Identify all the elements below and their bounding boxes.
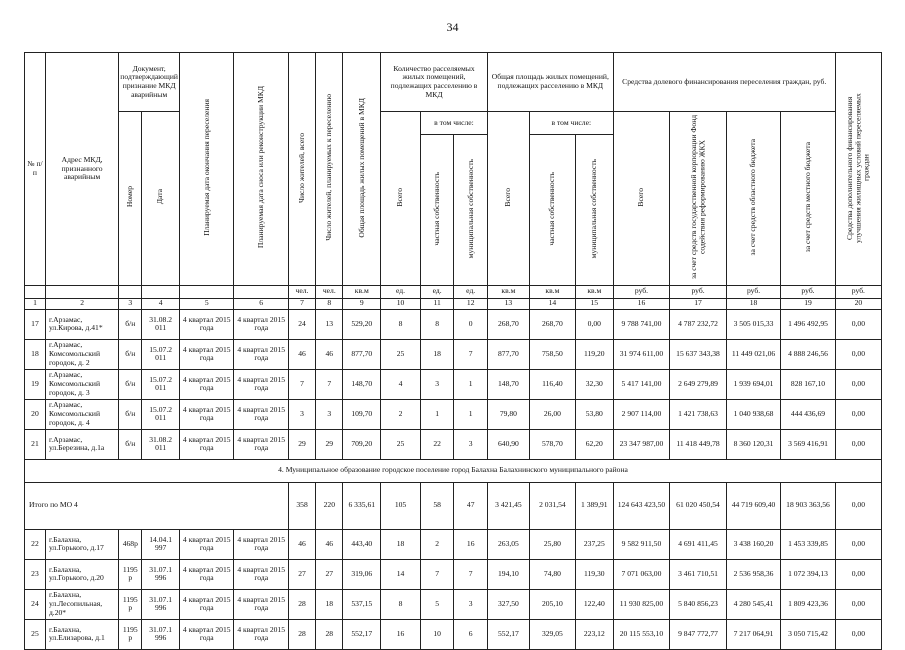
cell-c19: 444 436,69 <box>781 399 835 429</box>
cell-c9: 148,70 <box>343 369 381 399</box>
cell-c15: 53,80 <box>575 399 613 429</box>
cell-c16: 23 347 987,00 <box>613 429 670 459</box>
cell-c13: 148,70 <box>487 369 529 399</box>
total-cell-c10: 105 <box>381 482 421 529</box>
cell-c17: 11 418 449,78 <box>670 429 727 459</box>
cell-c19: 1 496 492,95 <box>781 309 835 339</box>
cell-c9: 537,15 <box>343 589 381 619</box>
cell-c9: 709,20 <box>343 429 381 459</box>
cell-c20: 0,00 <box>835 429 881 459</box>
column-number-cell: 6 <box>234 298 288 309</box>
hdr-area-total: Всего <box>487 112 529 286</box>
cell-addr: г.Арзамас, Комсомольский городок, д. 4 <box>45 399 118 429</box>
cell-n: 19 <box>25 369 46 399</box>
cell-c19: 1 072 394,13 <box>781 559 835 589</box>
cell-c19: 4 888 246,56 <box>781 339 835 369</box>
cell-end: 4 квартал 2015 года <box>180 619 234 649</box>
cell-c9: 877,70 <box>343 339 381 369</box>
cell-addr: г.Балахна, ул.Елизарова, д.1 <box>45 619 118 649</box>
unit-cell: чел. <box>316 285 343 298</box>
total-cell-c7: 358 <box>288 482 315 529</box>
cell-c19: 3 050 715,42 <box>781 619 835 649</box>
hdr-fund-local: за счет средств местного бюджета <box>781 112 835 286</box>
hdr-count-total: Всего <box>381 112 421 286</box>
cell-c8: 27 <box>316 559 343 589</box>
unit-cell: кв.м <box>487 285 529 298</box>
cell-c13: 327,50 <box>487 589 529 619</box>
cell-demo: 4 квартал 2015 года <box>234 529 288 559</box>
cell-addr: г.Арзамас, ул.Кирова, д.41* <box>45 309 118 339</box>
hdr-count-municipal: муниципальная собственность <box>454 135 488 285</box>
cell-n: 23 <box>25 559 46 589</box>
cell-c12: 7 <box>454 559 488 589</box>
total-cell-c19: 18 903 363,56 <box>781 482 835 529</box>
cell-c16: 31 974 611,00 <box>613 339 670 369</box>
cell-c17: 9 847 772,77 <box>670 619 727 649</box>
cell-demo: 4 квартал 2015 года <box>234 399 288 429</box>
cell-c15: 0,00 <box>575 309 613 339</box>
column-number-cell: 8 <box>316 298 343 309</box>
unit-cell: руб. <box>670 285 727 298</box>
cell-num: б/н <box>119 339 142 369</box>
cell-addr: г.Балахна, ул.Горького, д.20 <box>45 559 118 589</box>
cell-date: 31.07.1 996 <box>142 559 180 589</box>
cell-c7: 46 <box>288 529 315 559</box>
hdr-count-group: Количество расселяемых жилых помещений, подлежащих расселению в МКД <box>381 53 488 112</box>
cell-c10: 16 <box>381 619 421 649</box>
cell-c19: 1 809 423,36 <box>781 589 835 619</box>
column-number-cell: 1 <box>25 298 46 309</box>
cell-c11: 3 <box>420 369 454 399</box>
column-number-cell: 19 <box>781 298 835 309</box>
cell-c13: 640,90 <box>487 429 529 459</box>
units-row <box>25 285 882 298</box>
cell-c15: 223,12 <box>575 619 613 649</box>
column-number-cell: 2 <box>45 298 118 309</box>
cell-c19: 1 453 339,85 <box>781 529 835 559</box>
total-cell-c16: 124 643 423,50 <box>613 482 670 529</box>
table-row <box>25 339 882 369</box>
unit-cell: кв.м <box>575 285 613 298</box>
cell-c20: 0,00 <box>835 559 881 589</box>
column-number-cell: 4 <box>142 298 180 309</box>
hdr-residents-planned: Число жителей, планируемых к переселению <box>316 53 343 286</box>
hdr-area-municipal: муниципальная собственность <box>575 135 613 285</box>
cell-c8: 7 <box>316 369 343 399</box>
cell-demo: 4 квартал 2015 года <box>234 559 288 589</box>
cell-c19: 3 569 416,91 <box>781 429 835 459</box>
total-cell-c18: 44 719 609,40 <box>726 482 780 529</box>
column-number-cell: 14 <box>529 298 575 309</box>
unit-cell: кв.м <box>529 285 575 298</box>
resettlement-table <box>24 52 882 650</box>
column-number-cell: 16 <box>613 298 670 309</box>
column-number-cell: 10 <box>381 298 421 309</box>
hdr-extra-funding: Средства дополнительного финансирования улучшения жилищных условий переселяемых граждан <box>835 53 881 286</box>
cell-c11: 5 <box>420 589 454 619</box>
unit-cell: руб. <box>613 285 670 298</box>
cell-c10: 2 <box>381 399 421 429</box>
cell-end: 4 квартал 2015 года <box>180 369 234 399</box>
cell-addr: г.Арзамас, Комсомольский городок, д. 2 <box>45 339 118 369</box>
cell-c16: 5 417 141,00 <box>613 369 670 399</box>
cell-c7: 28 <box>288 589 315 619</box>
hdr-planned-demolition: Планируемая дата сноса или реконструкции МКД <box>234 53 288 286</box>
total-cell-c17: 61 020 450,54 <box>670 482 727 529</box>
hdr-area-in-that: в том числе: <box>529 112 613 135</box>
cell-num: б/н <box>119 369 142 399</box>
cell-c18: 3 505 015,33 <box>726 309 780 339</box>
cell-c7: 24 <box>288 309 315 339</box>
cell-demo: 4 квартал 2015 года <box>234 619 288 649</box>
column-number-cell: 15 <box>575 298 613 309</box>
column-number-cell: 13 <box>487 298 529 309</box>
cell-num: 1195 р <box>119 559 142 589</box>
cell-num: 1195 р <box>119 619 142 649</box>
cell-c10: 4 <box>381 369 421 399</box>
cell-c13: 194,10 <box>487 559 529 589</box>
cell-c12: 16 <box>454 529 488 559</box>
cell-c12: 7 <box>454 339 488 369</box>
cell-end: 4 квартал 2015 года <box>180 529 234 559</box>
cell-c11: 1 <box>420 399 454 429</box>
hdr-fund-gk: за счет средств государственной корпорации Фонд содействия реформированию ЖКХ <box>670 112 727 286</box>
cell-c9: 552,17 <box>343 619 381 649</box>
cell-c18: 7 217 064,91 <box>726 619 780 649</box>
cell-date: 31.07.1 996 <box>142 619 180 649</box>
cell-c14: 116,40 <box>529 369 575 399</box>
cell-c15: 122,40 <box>575 589 613 619</box>
total-cell-c20: 0,00 <box>835 482 881 529</box>
cell-c16: 11 930 825,00 <box>613 589 670 619</box>
cell-c7: 28 <box>288 619 315 649</box>
cell-c10: 8 <box>381 589 421 619</box>
cell-c13: 552,17 <box>487 619 529 649</box>
cell-c12: 1 <box>454 399 488 429</box>
cell-c16: 9 788 741,00 <box>613 309 670 339</box>
cell-c20: 0,00 <box>835 369 881 399</box>
hdr-address: Адрес МКД, признанного аварийным <box>45 53 118 286</box>
cell-c8: 3 <box>316 399 343 429</box>
column-number-cell: 9 <box>343 298 381 309</box>
cell-c20: 0,00 <box>835 529 881 559</box>
cell-c17: 4 787 232,72 <box>670 309 727 339</box>
cell-c8: 18 <box>316 589 343 619</box>
hdr-total-area: Общая площадь жилых помещений в МКД <box>343 53 381 286</box>
column-number-cell: 12 <box>454 298 488 309</box>
cell-c16: 9 582 911,50 <box>613 529 670 559</box>
cell-c20: 0,00 <box>835 619 881 649</box>
hdr-residents-total: Число жителей, всего <box>288 53 315 286</box>
cell-c7: 3 <box>288 399 315 429</box>
cell-c14: 74,80 <box>529 559 575 589</box>
cell-c8: 46 <box>316 339 343 369</box>
cell-date: 14.04.1 997 <box>142 529 180 559</box>
section-row <box>25 459 882 482</box>
total-cell-c11: 58 <box>420 482 454 529</box>
cell-date: 15.07.2 011 <box>142 369 180 399</box>
cell-n: 20 <box>25 399 46 429</box>
cell-c9: 319,06 <box>343 559 381 589</box>
cell-c7: 29 <box>288 429 315 459</box>
table-row <box>25 589 882 619</box>
cell-c17: 2 649 279,89 <box>670 369 727 399</box>
table-body <box>25 309 882 649</box>
cell-c20: 0,00 <box>835 309 881 339</box>
table-header <box>25 53 882 310</box>
hdr-area-private: частная собственность <box>529 135 575 285</box>
cell-demo: 4 квартал 2015 года <box>234 429 288 459</box>
cell-c9: 529,20 <box>343 309 381 339</box>
cell-num: б/н <box>119 309 142 339</box>
cell-n: 24 <box>25 589 46 619</box>
cell-num: 1195 р <box>119 589 142 619</box>
cell-c7: 46 <box>288 339 315 369</box>
cell-c10: 25 <box>381 339 421 369</box>
cell-c10: 25 <box>381 429 421 459</box>
total-cell-c9: 6 335,61 <box>343 482 381 529</box>
cell-c10: 8 <box>381 309 421 339</box>
cell-c13: 263,05 <box>487 529 529 559</box>
cell-c18: 2 536 958,36 <box>726 559 780 589</box>
total-cell-c8: 220 <box>316 482 343 529</box>
cell-c11: 18 <box>420 339 454 369</box>
cell-c15: 62,20 <box>575 429 613 459</box>
section-title: 4. Муниципальное образование городское поселение город Балахна Балахнинского муниципального района <box>25 459 882 482</box>
cell-c18: 4 280 545,41 <box>726 589 780 619</box>
unit-cell: кв.м <box>343 285 381 298</box>
cell-num: б/н <box>119 429 142 459</box>
hdr-date: Дата <box>142 112 180 286</box>
column-number-cell: 11 <box>420 298 454 309</box>
unit-cell: ед. <box>454 285 488 298</box>
cell-n: 25 <box>25 619 46 649</box>
hdr-count-private: частная собственность <box>420 135 454 285</box>
column-number-cell: 3 <box>119 298 142 309</box>
hdr-count-in-that: в том числе: <box>420 112 487 135</box>
cell-n: 18 <box>25 339 46 369</box>
cell-c8: 13 <box>316 309 343 339</box>
hdr-document: Документ, подтверждающий признание МКД аварийным <box>119 53 180 112</box>
cell-c11: 8 <box>420 309 454 339</box>
cell-c18: 8 360 120,31 <box>726 429 780 459</box>
cell-c17: 4 691 411,45 <box>670 529 727 559</box>
cell-end: 4 квартал 2015 года <box>180 429 234 459</box>
total-cell-c12: 47 <box>454 482 488 529</box>
cell-c10: 14 <box>381 559 421 589</box>
cell-date: 15.07.2 011 <box>142 339 180 369</box>
table-row <box>25 529 882 559</box>
cell-c11: 7 <box>420 559 454 589</box>
hdr-fund-total: Всего <box>613 112 670 286</box>
column-number-cell: 18 <box>726 298 780 309</box>
cell-c11: 22 <box>420 429 454 459</box>
table-row <box>25 369 882 399</box>
total-cell-c15: 1 389,91 <box>575 482 613 529</box>
cell-demo: 4 квартал 2015 года <box>234 589 288 619</box>
cell-end: 4 квартал 2015 года <box>180 589 234 619</box>
cell-c20: 0,00 <box>835 589 881 619</box>
table-row <box>25 309 882 339</box>
hdr-number: Номер <box>119 112 142 286</box>
cell-demo: 4 квартал 2015 года <box>234 369 288 399</box>
cell-c8: 29 <box>316 429 343 459</box>
cell-c19: 828 167,10 <box>781 369 835 399</box>
cell-date: 31.08.2 011 <box>142 429 180 459</box>
cell-c12: 0 <box>454 309 488 339</box>
cell-c8: 28 <box>316 619 343 649</box>
cell-c18: 3 438 160,20 <box>726 529 780 559</box>
page-number: 34 <box>446 20 459 34</box>
cell-c14: 268,70 <box>529 309 575 339</box>
hdr-planned-end: Планируемая дата окончания переселения <box>180 53 234 286</box>
cell-addr: г.Балахна, ул.Лесопильная, д.20* <box>45 589 118 619</box>
cell-c7: 27 <box>288 559 315 589</box>
column-number-cell: 20 <box>835 298 881 309</box>
cell-n: 22 <box>25 529 46 559</box>
column-number-cell: 17 <box>670 298 727 309</box>
cell-num: б/н <box>119 399 142 429</box>
cell-c17: 1 421 738,63 <box>670 399 727 429</box>
cell-c8: 46 <box>316 529 343 559</box>
cell-c20: 0,00 <box>835 339 881 369</box>
cell-end: 4 квартал 2015 года <box>180 559 234 589</box>
cell-date: 15.07.2 011 <box>142 399 180 429</box>
total-cell-c14: 2 031,54 <box>529 482 575 529</box>
column-number-cell: 7 <box>288 298 315 309</box>
cell-c14: 205,10 <box>529 589 575 619</box>
cell-c12: 1 <box>454 369 488 399</box>
table-row <box>25 429 882 459</box>
cell-c15: 237,25 <box>575 529 613 559</box>
unit-cell: ед. <box>381 285 421 298</box>
unit-cell: руб. <box>726 285 780 298</box>
cell-n: 21 <box>25 429 46 459</box>
cell-c16: 7 071 063,00 <box>613 559 670 589</box>
cell-c18: 1 040 938,68 <box>726 399 780 429</box>
cell-c20: 0,00 <box>835 399 881 429</box>
total-label: Итого по МО 4 <box>25 482 289 529</box>
cell-c17: 5 840 856,23 <box>670 589 727 619</box>
cell-end: 4 квартал 2015 года <box>180 399 234 429</box>
table-row <box>25 619 882 649</box>
cell-addr: г.Арзамас, ул.Березина, д.1а <box>45 429 118 459</box>
cell-addr: г.Арзамас, Комсомольский городок, д. 3 <box>45 369 118 399</box>
cell-c12: 3 <box>454 429 488 459</box>
cell-date: 31.08.2 011 <box>142 309 180 339</box>
cell-c18: 1 939 694,01 <box>726 369 780 399</box>
hdr-funding-group: Средства долевого финансирования переселения граждан, руб. <box>613 53 835 112</box>
cell-c14: 578,70 <box>529 429 575 459</box>
cell-demo: 4 квартал 2015 года <box>234 339 288 369</box>
cell-c7: 7 <box>288 369 315 399</box>
cell-c14: 758,50 <box>529 339 575 369</box>
table-row <box>25 399 882 429</box>
cell-c15: 32,30 <box>575 369 613 399</box>
cell-num: 468р <box>119 529 142 559</box>
cell-c13: 268,70 <box>487 309 529 339</box>
unit-cell: руб. <box>835 285 881 298</box>
cell-c14: 26,00 <box>529 399 575 429</box>
table-row <box>25 559 882 589</box>
cell-c13: 79,80 <box>487 399 529 429</box>
cell-c12: 6 <box>454 619 488 649</box>
cell-c16: 2 907 114,00 <box>613 399 670 429</box>
cell-c12: 3 <box>454 589 488 619</box>
hdr-no: № п/п <box>25 53 46 286</box>
column-numbers-row <box>25 298 882 309</box>
cell-c10: 18 <box>381 529 421 559</box>
cell-c18: 11 449 021,06 <box>726 339 780 369</box>
cell-c11: 2 <box>420 529 454 559</box>
cell-date: 31.07.1 996 <box>142 589 180 619</box>
cell-demo: 4 квартал 2015 года <box>234 309 288 339</box>
cell-c14: 329,05 <box>529 619 575 649</box>
hdr-fund-region: за счет средств областного бюджета <box>726 112 780 286</box>
unit-cell: чел. <box>288 285 315 298</box>
column-number-cell: 5 <box>180 298 234 309</box>
cell-c15: 119,30 <box>575 559 613 589</box>
cell-end: 4 квартал 2015 года <box>180 339 234 369</box>
cell-c17: 15 637 343,38 <box>670 339 727 369</box>
cell-c17: 3 461 710,51 <box>670 559 727 589</box>
cell-addr: г.Балахна, ул.Горького, д.17 <box>45 529 118 559</box>
unit-cell: руб. <box>781 285 835 298</box>
total-cell-c13: 3 421,45 <box>487 482 529 529</box>
cell-c15: 119,20 <box>575 339 613 369</box>
cell-end: 4 квартал 2015 года <box>180 309 234 339</box>
cell-n: 17 <box>25 309 46 339</box>
hdr-area-group: Общая площадь жилых помещений, подлежащих расселению в МКД <box>487 53 613 112</box>
total-row <box>25 482 882 529</box>
cell-c11: 10 <box>420 619 454 649</box>
cell-c14: 25,80 <box>529 529 575 559</box>
cell-c9: 109,70 <box>343 399 381 429</box>
cell-c16: 20 115 553,10 <box>613 619 670 649</box>
cell-c13: 877,70 <box>487 339 529 369</box>
cell-c9: 443,40 <box>343 529 381 559</box>
unit-cell: ед. <box>420 285 454 298</box>
